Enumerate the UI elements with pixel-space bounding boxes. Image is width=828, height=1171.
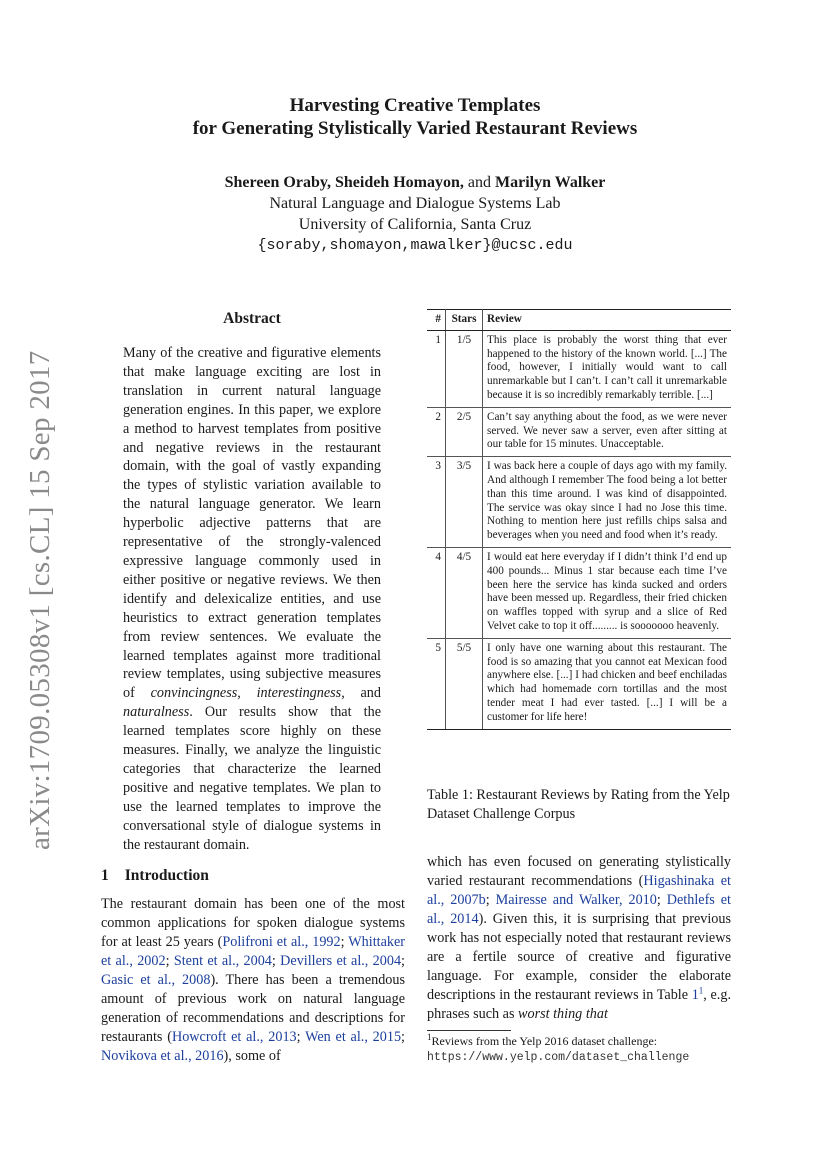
citation-link[interactable]: Wen et al., 2015 [305,1029,402,1045]
citation-link[interactable]: Polifroni et al., 1992 [222,934,341,950]
body-text: ; [656,892,667,908]
row-stars: 1/5 [446,330,483,407]
footnote-url-link[interactable]: https://www.yelp.com/dataset_challenge [427,1050,690,1064]
body-text: ). Given this, it is surprising that previous work has not especially noted that restaurant reviews are a fertile source of creative and figurative language. For example, consider the elaborate descriptions in the restaurant reviews in Table [427,911,731,1003]
table-reference-link[interactable]: 1 [691,987,699,1003]
section-heading [101,867,209,885]
abstract-heading: Abstract [223,310,281,327]
table-row [427,547,731,638]
body-text: ; [401,953,405,969]
abstract-part: . Our results show that the learned templates score highly on these measures. Finally, we analyze the linguistic categories that characterize the learned positive and negative templates. We plan to use the learned templates to improve the conversational style of dialogue systems in the restaurant domain. [123,704,381,853]
header-review: Review [483,310,732,331]
intro-paragraph-right [427,853,731,1024]
arxiv-identifier: arXiv:1709.05308v1 [cs.CL] 15 Sep 2017 [24,350,56,850]
body-text: The restaurant domain has been one of the most common applications for spoken dialogue systems for at least 25 years ( [101,896,405,950]
citation-link[interactable]: Novikova et al., 2016 [101,1048,224,1064]
author-lab: Natural Language and Dialogue Systems Lab [269,195,561,212]
abstract-part: , [237,685,257,702]
header-num: # [427,310,446,331]
footnote-text: Reviews from the Yelp 2016 dataset challenge: [431,1034,658,1048]
body-text: ; [485,892,496,908]
author-university: University of California, Santa Cruz [298,216,532,233]
abstract-part: , and [341,685,381,702]
row-review: I was back here a couple of days ago with my family. And although I remember The food being a lot better than this time around. I was kind of disappointed. The service was okay since I had no Jose this time. Nothing to mention here just refills chips salsa and beverages when you need and food when it’s ready. [483,457,732,548]
abstract-emph: naturalness [123,704,190,721]
citation-link[interactable]: Whittaker et al., 2002 [101,934,405,969]
row-review: I only have one warning about this restaurant. The food is so amazing that you cannot eat Mexican food anywhere else. [...] I had chicken and beef enchiladas which had homemade corn tortillas and the most tender meat I had ever tasted. [...] I will be a customer for life here! [483,638,732,729]
header-stars: Stars [446,310,483,331]
body-text: ). There has been a tremendous amount of previous work on natural language generation of recommendations and descriptions for restaurants ( [101,972,406,1045]
citation-link[interactable]: Devillers et al., 2004 [280,953,402,969]
citation-link[interactable]: Howcroft et al., 2013 [171,1029,297,1045]
body-text: ; [296,1029,306,1045]
footnote-mark: 1 [427,1032,432,1042]
row-stars: 4/5 [446,547,483,638]
row-stars: 5/5 [446,638,483,729]
row-stars: 2/5 [446,407,483,456]
section-title: Introduction [124,867,209,884]
author-email[interactable]: {soraby,shomayon,mawalker}@ucsc.edu [257,237,573,254]
author-names-b: Marilyn Walker [495,174,606,191]
table-row [427,457,731,548]
citation-link[interactable]: Higashinaka et al., 2007b [427,873,731,908]
body-text: ; [340,934,349,950]
row-stars: 3/5 [446,457,483,548]
table-row [427,638,731,729]
row-num: 3 [427,457,446,548]
author-names-a: Shereen Oraby, Sheideh Homayon, [224,174,464,191]
row-num: 2 [427,407,446,456]
body-text: which has even focused on generating stylistically varied restaurant recommendations ( [427,854,731,889]
abstract-part: Many of the creative and figurative elements that make language exciting are lost in translation in current natural language generation engines. In this paper, we explore a method to harvest templates from positive and negative reviews in the restaurant domain, with the goal of vastly expanding the types of stylistic variation available to the natural language generator. We learn hyperbolic adjective patterns that are representative of the strongly-valenced expressive language commonly used in either positive or negative reviews. We then identify and delexicalize entities, and use heuristics to extract generation templates from review sentences. We evaluate the learned templates against more traditional review templates, using subjective measures of [123,345,381,702]
citation-link[interactable]: Gasic et al., 2008 [101,972,211,988]
footnote-reference-link[interactable]: 1 [698,985,704,996]
table-caption: Table 1: Restaurant Reviews by Rating from the Yelp Dataset Challenge Corpus [427,787,730,822]
table-row [427,330,731,407]
row-num: 5 [427,638,446,729]
intro-paragraph-left [101,895,405,1066]
author-and: and [467,174,492,191]
row-num: 1 [427,330,446,407]
title-line-2: for Generating Stylistically Varied Restaurant Reviews [192,118,638,139]
title-line-1: Harvesting Creative Templates [289,95,541,116]
table-row [427,407,731,456]
citation-link[interactable]: Dethlefs et al., 2014 [427,892,731,927]
abstract-emph: convincingness [150,685,238,702]
citation-link[interactable]: Stent et al., 2004 [173,953,272,969]
body-text: ; [401,1029,405,1045]
row-num: 4 [427,547,446,638]
body-emph: worst thing that [518,1006,608,1022]
reviews-table [427,309,731,730]
paper-title [100,94,730,140]
row-review: I would eat here everyday if I didn’t think I’d end up 400 pounds... Minus 1 star because each time I’ve been here the service has kinda sucked and orders have been messed up. Regardless, their fried chicken on waffles topped with syrup and a slice of Red Velvet cake to top it off......... is sooooooo heavenly. [483,547,732,638]
citation-link[interactable]: Mairesse and Walker, 2010 [495,892,657,908]
author-block [100,172,730,256]
abstract-emph: interestingness [256,685,342,702]
section-number: 1 [101,867,109,884]
abstract-text [123,344,381,854]
footnote [427,1034,737,1065]
footnote-divider [427,1030,511,1031]
body-text: ; [165,953,174,969]
row-review: Can’t say anything about the food, as we were never served. We never saw a server, even after sitting at our table for 15 minutes. Unacceptable. [483,407,732,456]
body-text: , e.g. phrases such as [427,987,731,1022]
body-text: ; [271,953,281,969]
row-review: This place is probably the worst thing that ever happened to the history of the known world. [...] The food, however, I initially would want to call unremarkable but I can’t. I can’t call it unremarkable because it is so incredibly remarkably terrible. [...] [483,330,732,407]
body-text: ), some of [223,1048,281,1064]
table-header-row [427,310,731,331]
